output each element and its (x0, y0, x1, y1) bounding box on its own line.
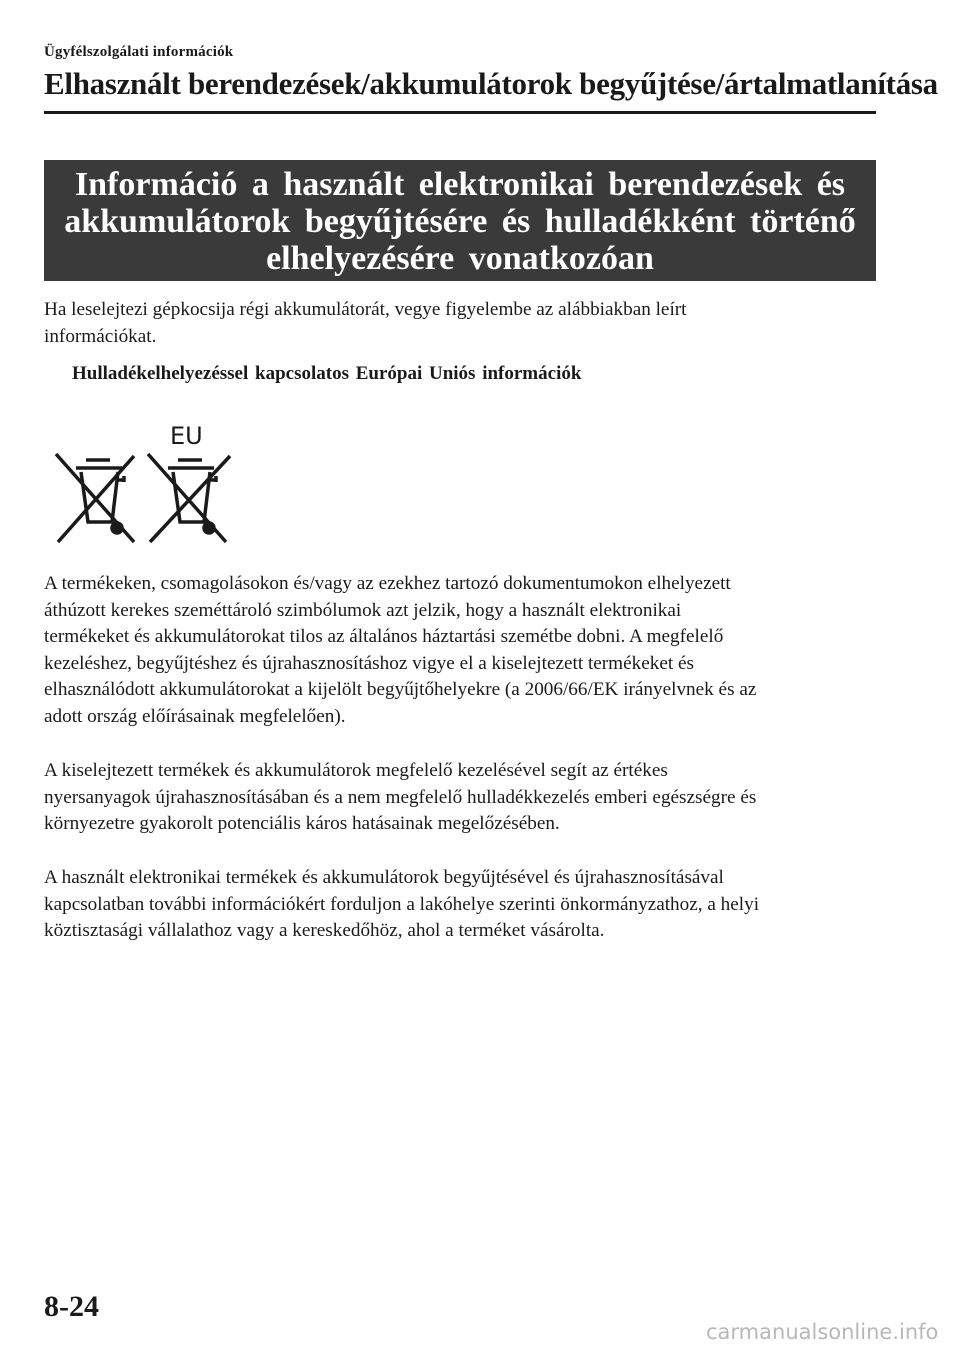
paragraph (44, 571, 884, 730)
title-line: elhelyezésére vonatkozóan (266, 240, 654, 277)
text-line: elhasználódott akkumulátorokat a kijelölt begyűjtőhelyekre (a 2006/66/EK irányelvnek és az (44, 679, 757, 700)
crossed-out-wheelie-bin-icon (56, 454, 134, 542)
paragraph (44, 865, 884, 945)
text-line: Ha leselejtezi gépkocsija régi akkumulátorát, vegye figyelembe az alábbiakban leírt (44, 299, 687, 320)
watermark: carmanualsonline.info (706, 1320, 939, 1344)
page-heading: Elhasznált berendezések/akkumulátorok begyűjtése/ártalmatlanítása (44, 66, 938, 101)
disposal-symbols (50, 418, 240, 548)
title-box (44, 160, 876, 281)
text-line: termékeket és akkumulátorokat tilos az általános háztartási szemétbe dobni. A megfelelő (44, 626, 724, 647)
intro-paragraph (44, 297, 884, 350)
page-number: 8-24 (44, 1290, 99, 1323)
text-line: A termékeken, csomagolásokon és/vagy az ezekhez tartozó dokumentumokon elhelyezett (44, 573, 731, 594)
text-line: áthúzott kerekes szeméttároló szimbólumok azt jelzik, hogy a használt elektronikai (44, 599, 682, 621)
eu-label: EU (170, 422, 203, 450)
heading-rule (44, 111, 876, 114)
text-line: A használt elektronikai termékek és akkumulátorok begyűjtésével és újrahasznosításával (44, 867, 724, 888)
subheading: Hulladékelhelyezéssel kapcsolatos Európai Uniós információk (72, 363, 582, 384)
text-line: nyersanyagok újrahasznosításában és a nem megfelelő hulladékkezelés emberi egészségre és (44, 786, 757, 808)
text-line: környezetre gyakorolt potenciális káros hatásainak megelőzésében. (44, 813, 560, 834)
crossed-out-wheelie-bin-icon (148, 454, 230, 542)
title-line: Információ a használt elektronikai berendezések és (74, 166, 846, 203)
text-line: kapcsolatban további információkért forduljon a lakóhelye szerinti önkormányzathoz, a helyi (44, 893, 760, 915)
text-line: információkat. (44, 325, 157, 347)
paragraph (44, 758, 884, 838)
title-line: akkumulátorok begyűjtésére és hulladékként történő (64, 203, 856, 240)
text-line: kezeléshez, begyűjtéshez és újrahasznosításhoz vigye el a kiselejtezett termékeket és (44, 652, 694, 674)
text-line: adott ország előírásainak megfelelően). (44, 705, 346, 727)
section-label: Ügyfélszolgálati információk (44, 44, 234, 60)
text-line: A kiselejtezett termékek és akkumulátorok megfelelő kezelésével segít az értékes (44, 760, 668, 781)
text-line: köztisztasági vállalathoz vagy a kereskedőhöz, ahol a terméket vásárolta. (44, 920, 605, 941)
